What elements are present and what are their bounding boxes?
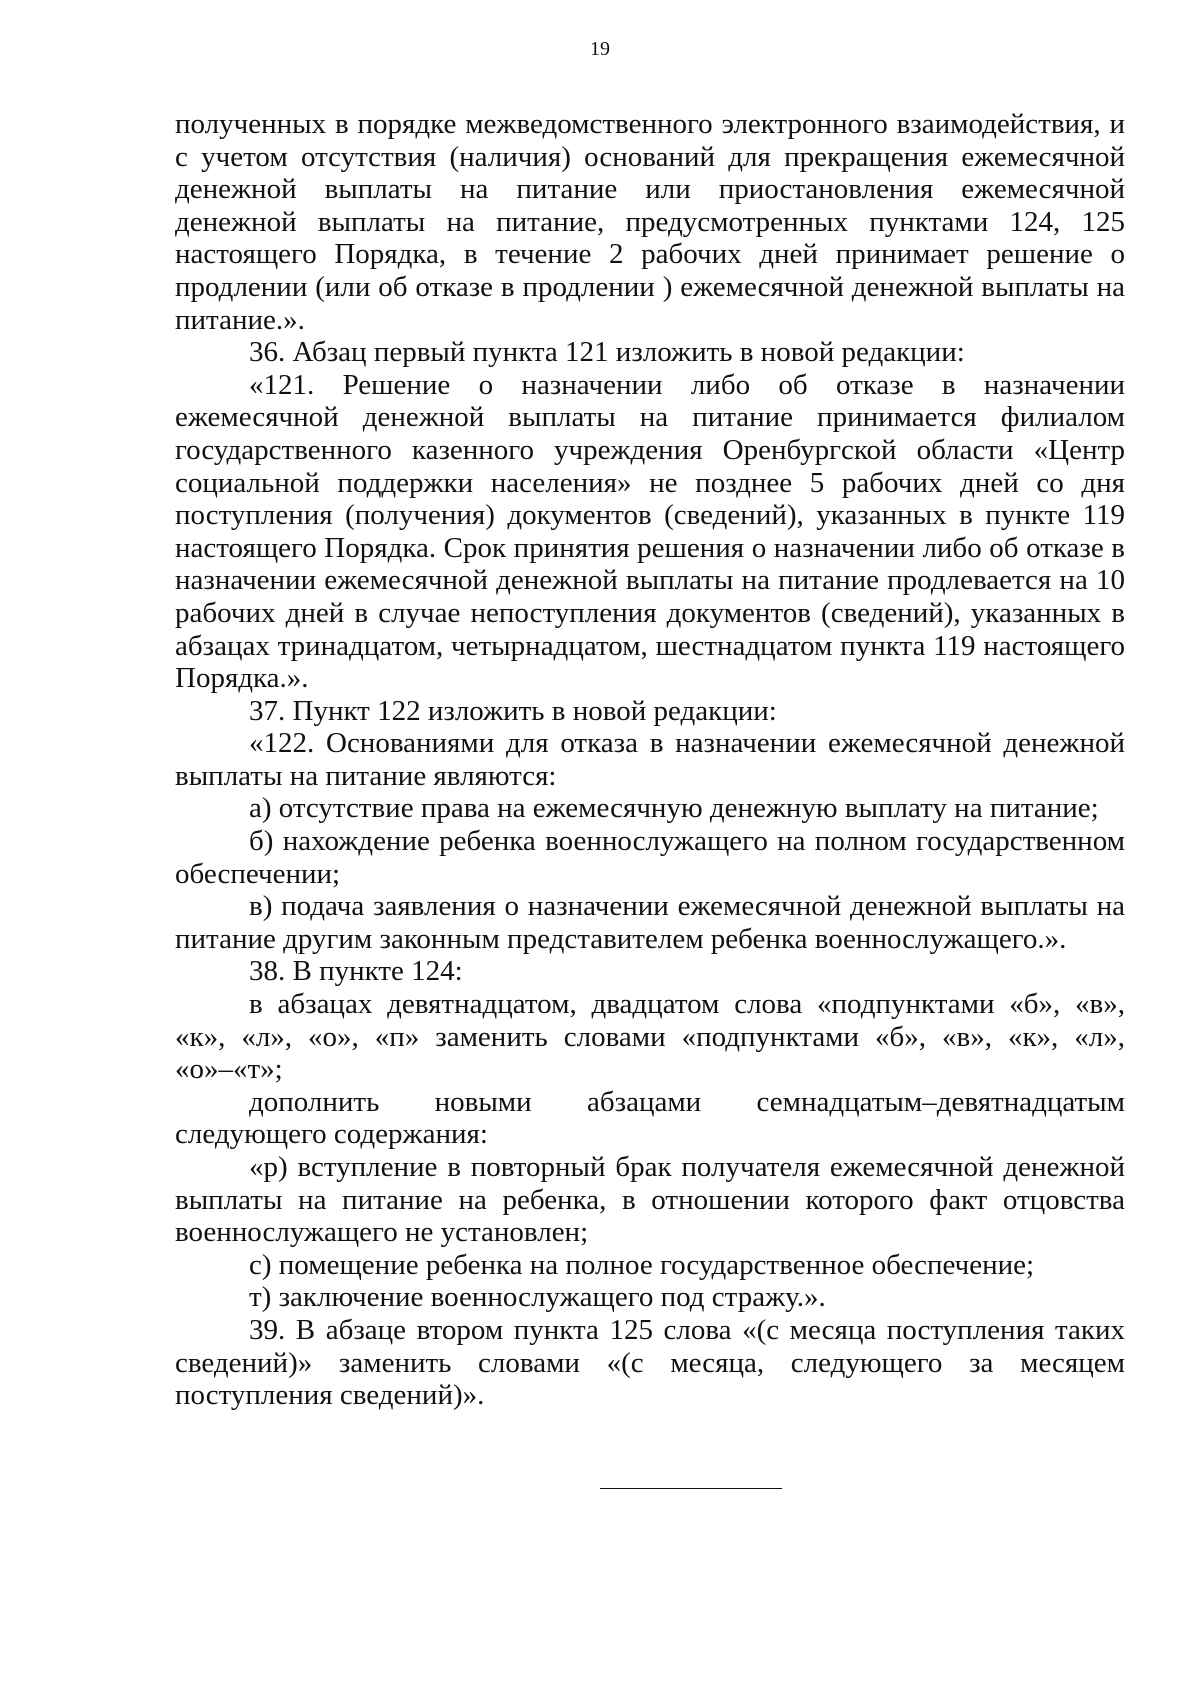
paragraph-item-39: 39. В абзаце втором пункта 125 слова «(с месяца поступления таких сведений)» заменить словами «(с месяца, следующего за месяцем поступления сведений)». — [175, 1313, 1125, 1412]
paragraph-replace-words: в абзацах девятнадцатом, двадцатом слова «подпунктами «б», «в», «к», «л», «о», «п» заменить словами «подпунктами «б», «в», «к», «л», «о»–«т»; — [175, 988, 1125, 1086]
paragraph-quote-121: «121. Решение о назначении либо об отказе в назначении ежемесячной денежной выплаты на питание принимается филиалом государственного казенного учреждения Оренбургской области «Центр социальной поддержки населения» не позднее 5 рабочих дней со дня поступления (получения) документов (сведений), указанных в пункте 119 настоящего Порядка. Срок принятия решения о назначении либо об отказе в назначении ежемесячной денежной выплаты на питание продлевается на 10 рабочих дней в случае непоступления документов (сведений), указанных в абзацах тринадцатом, четырнадцатом, шестнадцатом пункта 119 настоящего Порядка.». — [175, 368, 1125, 695]
paragraph-subitem-a: а) отсутствие права на ежемесячную денежную выплату на питание; — [249, 792, 1099, 825]
paragraph-quote-122: «122. Основаниями для отказа в назначении ежемесячной денежной выплаты на питание являются: — [175, 727, 1125, 792]
paragraph-continuation: полученных в порядке межведомственного электронного взаимодействия, и с учетом отсутствия (наличия) оснований для прекращения ежемесячной денежной выплаты на питание или приостановления ежемесячной денежной выплаты на питание, предусмотренных пунктами 124, 125 настоящего Порядка, в течение 2 рабочих дней принимает решение о продлении (или об отказе в продлении ) ежемесячной денежной выплаты на питание.». — [175, 108, 1125, 336]
paragraph-item-37: 37. Пункт 122 изложить в новой редакции: — [249, 694, 777, 727]
paragraph-add-paragraphs: дополнить новыми абзацами семнадцатым–девятнадцатым следующего содержания: — [175, 1085, 1125, 1151]
paragraph-subitem-v: в) подача заявления о назначении ежемесячной денежной выплаты на питание другим законным представителем ребенка военнослужащего.». — [175, 890, 1125, 955]
document-body — [175, 108, 1125, 1412]
paragraph-item-38: 38. В пункте 124: — [249, 955, 463, 988]
paragraph-item-36: 36. Абзац первый пункта 121 изложить в новой редакции: — [249, 336, 965, 369]
page-number: 19 — [590, 38, 610, 60]
paragraph-subitem-s: с) помещение ребенка на полное государственное обеспечение; — [249, 1248, 1035, 1281]
end-separator-line — [600, 1488, 782, 1489]
paragraph-subitem-r: «р) вступление в повторный брак получателя ежемесячной денежной выплаты на питание на ребенка, в отношении которого факт отцовства военнослужащего не установлен; — [175, 1151, 1125, 1249]
paragraph-subitem-b: б) нахождение ребенка военнослужащего на полном государственном обеспечении; — [175, 825, 1125, 890]
paragraph-subitem-t: т) заключение военнослужащего под стражу.». — [249, 1281, 826, 1314]
